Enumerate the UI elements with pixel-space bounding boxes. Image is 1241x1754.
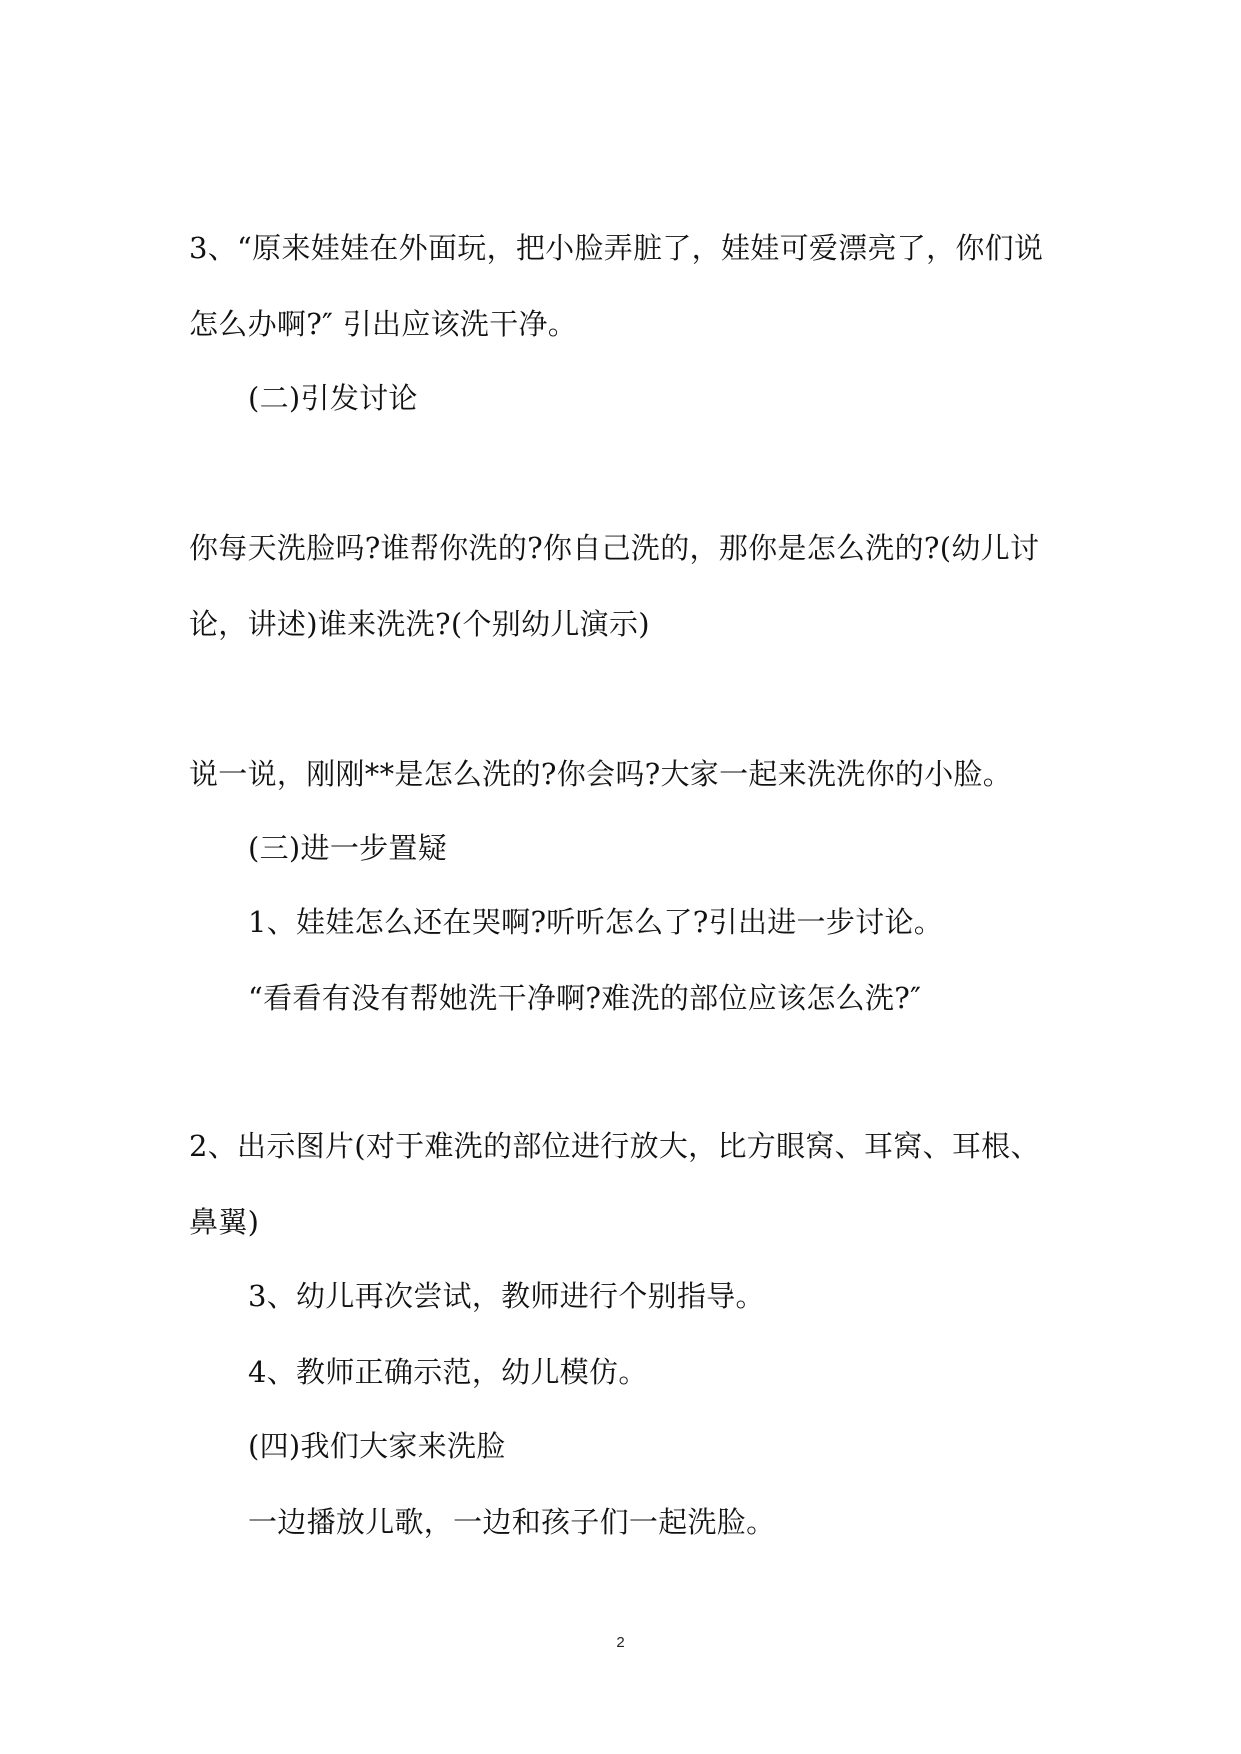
paragraph-line: 1、娃娃怎么还在哭啊?听听怎么了?引出进一步讨论。 (248, 905, 944, 939)
page-number: 2 (616, 1634, 625, 1651)
section-heading: (四)我们大家来洗脸 (248, 1429, 506, 1463)
paragraph-line: “看看有没有帮她洗干净啊?难洗的部位应该怎么洗?″ (248, 981, 922, 1015)
paragraph-line: 4、教师正确示范，幼儿模仿。 (248, 1355, 648, 1389)
paragraph-line: 怎么办啊?″ 引出应该洗干净。 (189, 307, 578, 341)
paragraph-line: 一边播放儿歌，一边和孩子们一起洗脸。 (248, 1505, 776, 1539)
paragraph-line: 说一说，刚刚**是怎么洗的?你会吗?大家一起来洗洗你的小脸。 (189, 757, 1013, 791)
paragraph-line: 2、出示图片(对于难洗的部位进行放大，比方眼窝、耳窝、耳根、 (189, 1129, 1040, 1163)
section-heading: (二)引发讨论 (248, 381, 418, 415)
paragraph-line: 你每天洗脸吗?谁帮你洗的?你自己洗的，那你是怎么洗的?(幼儿讨 (189, 531, 1040, 565)
paragraph-line: 3、“原来娃娃在外面玩，把小脸弄脏了，娃娃可爱漂亮了，你们说 (189, 231, 1044, 265)
paragraph-line: 3、幼儿再次尝试，教师进行个别指导。 (248, 1279, 765, 1313)
paragraph-line: 论，讲述)谁来洗洗?(个别幼儿演示) (189, 607, 650, 641)
paragraph-line: 鼻翼) (189, 1205, 260, 1239)
section-heading: (三)进一步置疑 (248, 831, 448, 865)
